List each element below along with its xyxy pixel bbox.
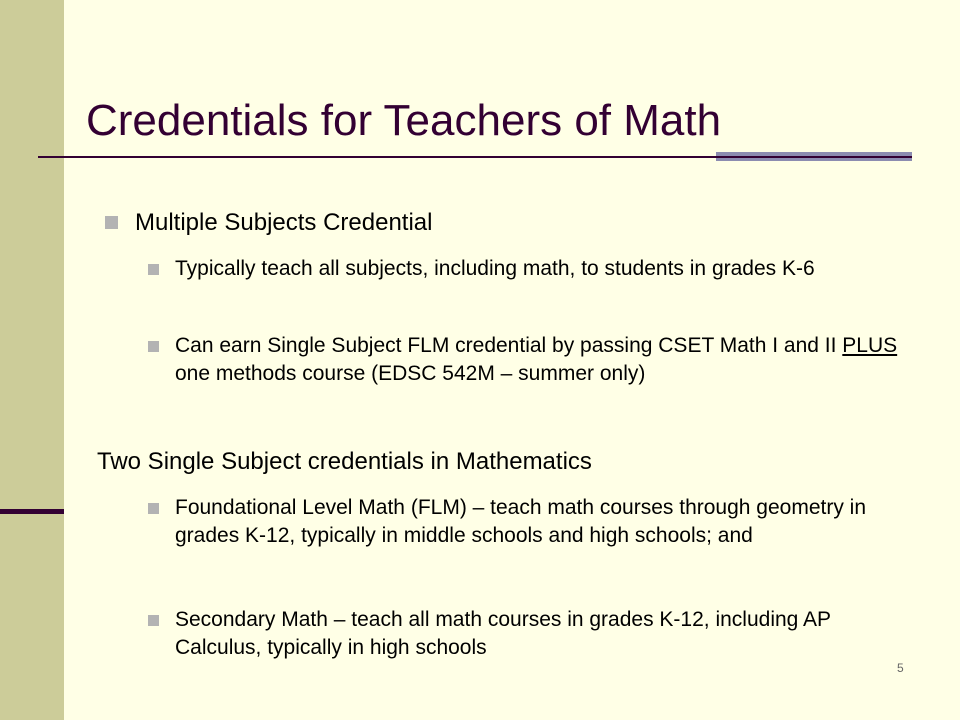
slide-number: 5	[897, 661, 904, 675]
slide-title: Credentials for Teachers of Math	[86, 96, 722, 145]
underlined-text: PLUS	[842, 334, 898, 357]
list-item: Foundational Level Math (FLM) – teach math courses through geometry in grades K-12, typically in middle schools and high schools; and	[175, 496, 867, 547]
left-accent-bar	[0, 0, 64, 720]
bullet-square-icon	[105, 216, 118, 229]
list-item-text: Can earn Single Subject FLM credential by passing CSET Math I and II	[175, 334, 843, 357]
bullet-square-icon	[148, 503, 159, 514]
section-heading: Multiple Subjects Credential	[135, 209, 433, 236]
left-accent-line	[0, 509, 64, 514]
bullet-square-icon	[148, 341, 159, 352]
list-item-text: one methods course (EDSC 542M – summer only)	[175, 362, 646, 385]
title-underline-accent-top	[716, 152, 912, 156]
bullet-square-icon	[148, 615, 159, 626]
list-item: Typically teach all subjects, including math, to students in grades K-6	[175, 257, 815, 280]
title-underline-accent-bottom	[716, 158, 912, 161]
list-item: Secondary Math – teach all math courses in grades K-12, including AP Calculus, typically in high schools	[175, 608, 831, 659]
section-heading: Two Single Subject credentials in Mathematics	[97, 448, 592, 475]
list-item	[175, 332, 900, 388]
bullet-square-icon	[148, 264, 159, 275]
